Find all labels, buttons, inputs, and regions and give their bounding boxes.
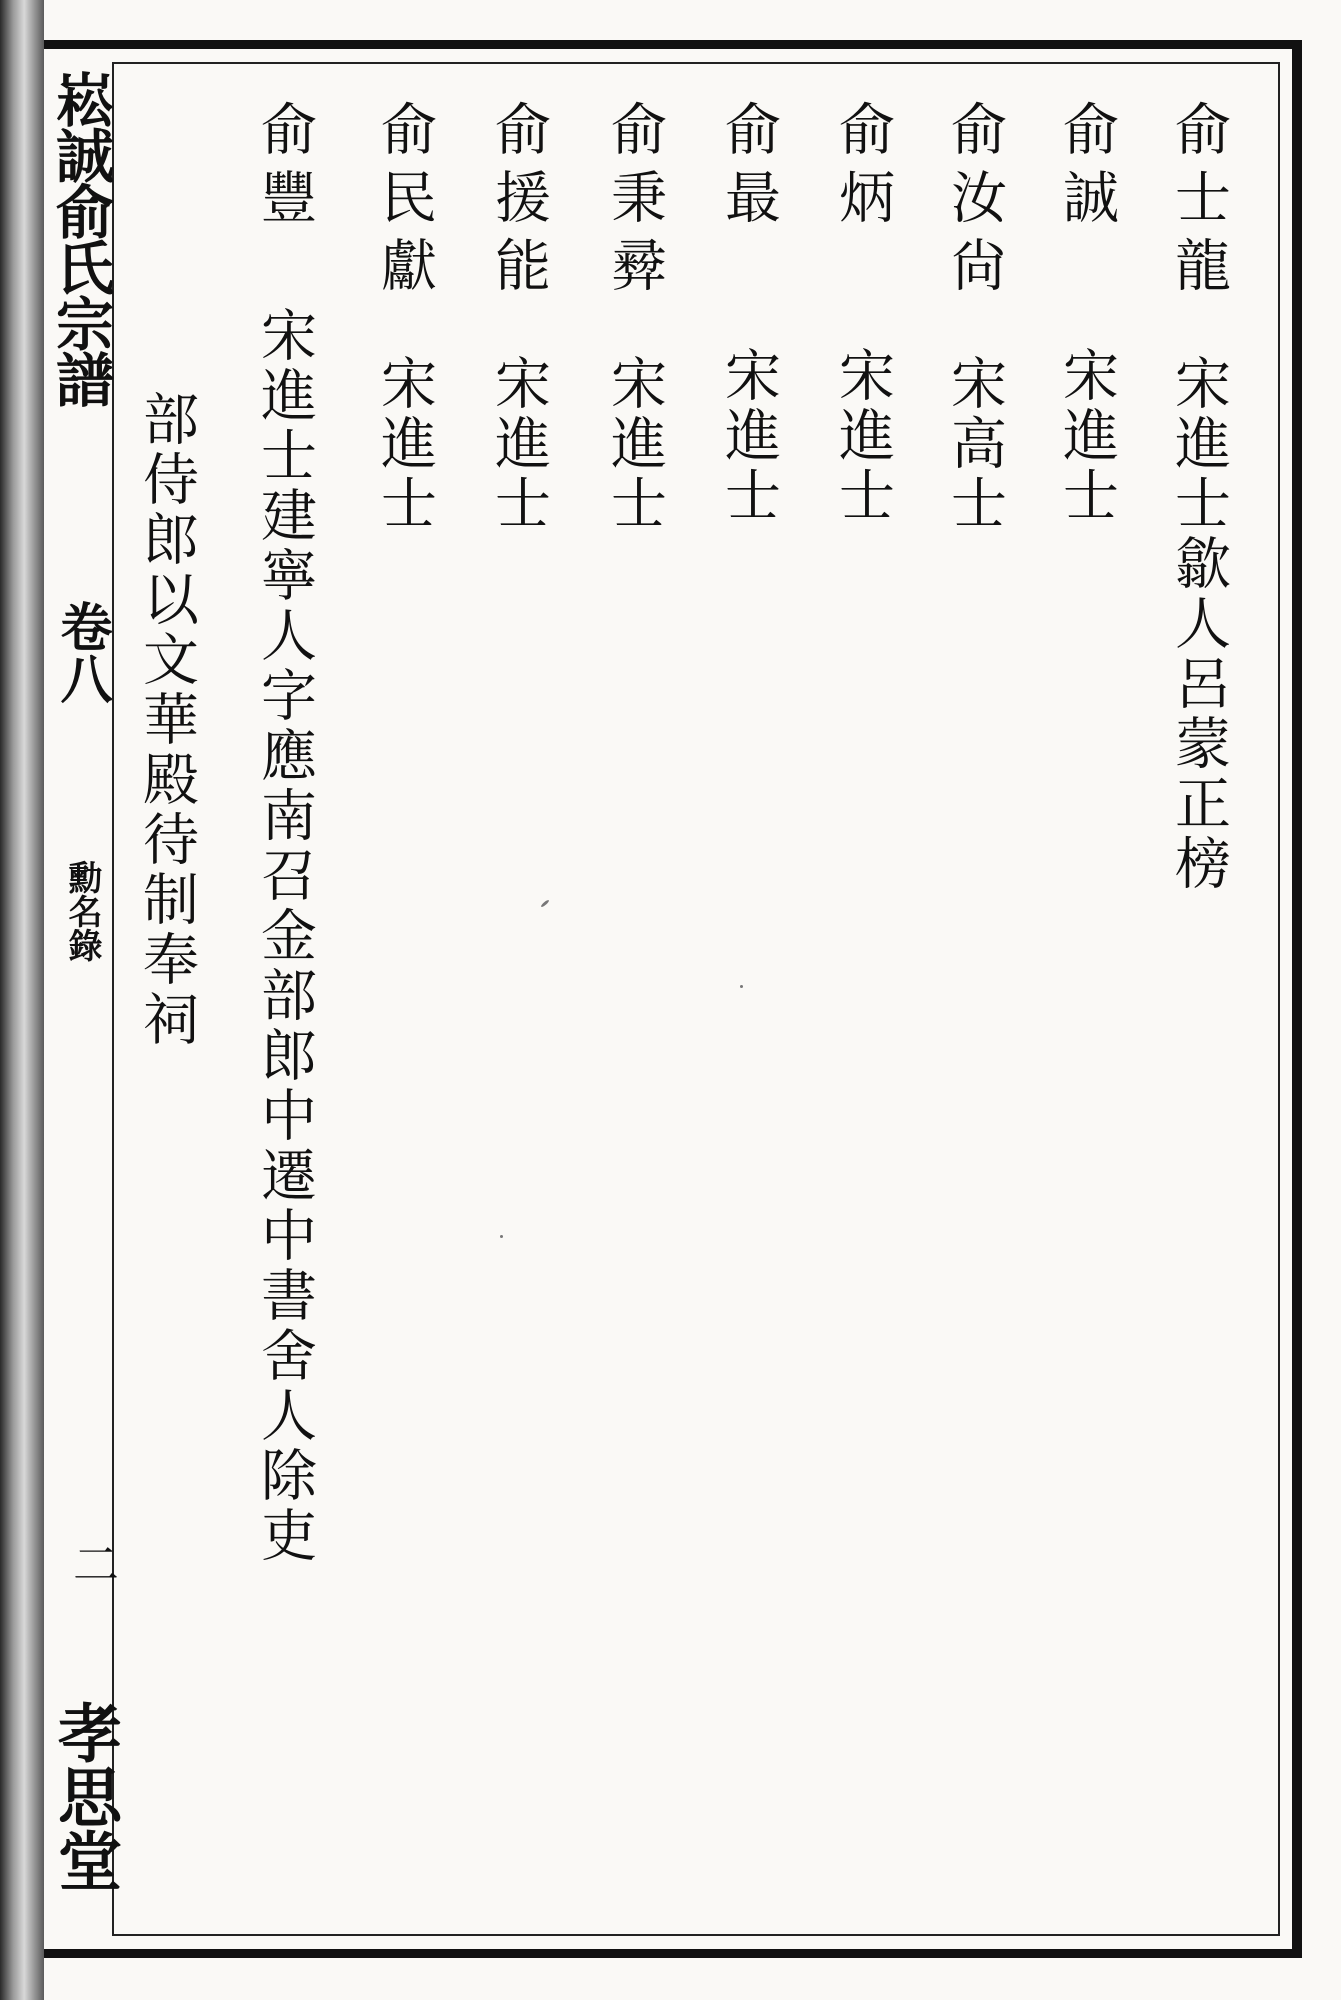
entry-text: 宋進士	[486, 354, 551, 534]
entry-column	[830, 100, 895, 526]
entry-text: 宋進士歙人呂蒙正榜	[1166, 354, 1231, 894]
entry-column	[942, 100, 1007, 534]
entry-text: 宋進士	[1054, 346, 1119, 526]
entry-name: 俞民獻	[372, 100, 437, 304]
ink-speck	[740, 985, 743, 988]
entry-name: 俞豐	[252, 100, 317, 236]
fold-page-number: 二	[66, 1540, 120, 1586]
fold-section-title: 勳名錄	[62, 860, 102, 962]
entry-text: 宋高士	[942, 354, 1007, 534]
ink-speck	[500, 1235, 503, 1238]
entry-text: 宋進士	[372, 354, 437, 534]
entry-name: 俞炳	[830, 100, 895, 236]
entry-name: 俞秉彛	[602, 100, 667, 304]
entry-column	[372, 100, 437, 534]
entry-name: 俞汝尙	[942, 100, 1007, 304]
fold-volume-number: 卷八	[51, 600, 112, 704]
entry-text: 宋進士	[602, 354, 667, 534]
entry-column	[252, 100, 317, 1566]
entry-name: 俞最	[716, 100, 781, 236]
entry-name: 俞士龍	[1166, 100, 1231, 304]
fold-book-title: 崧誠俞氏宗譜	[46, 70, 114, 406]
entry-name: 俞援能	[486, 100, 551, 304]
entry-column	[1166, 100, 1231, 894]
entry-column	[602, 100, 667, 534]
entry-column	[1054, 100, 1119, 526]
continuation-column: 部侍郎以文華殿待制奉祠	[134, 390, 199, 1050]
entry-column	[716, 100, 781, 526]
entry-column	[486, 100, 551, 534]
entry-text: 宋進士	[716, 346, 781, 526]
entry-name: 俞誠	[1054, 100, 1119, 236]
fold-hall-name: 孝思堂	[47, 1700, 122, 1892]
entry-text: 宋進士建寧人字應南召金部郎中遷中書舍人除吏	[252, 306, 317, 1566]
entry-text: 宋進士	[830, 346, 895, 526]
